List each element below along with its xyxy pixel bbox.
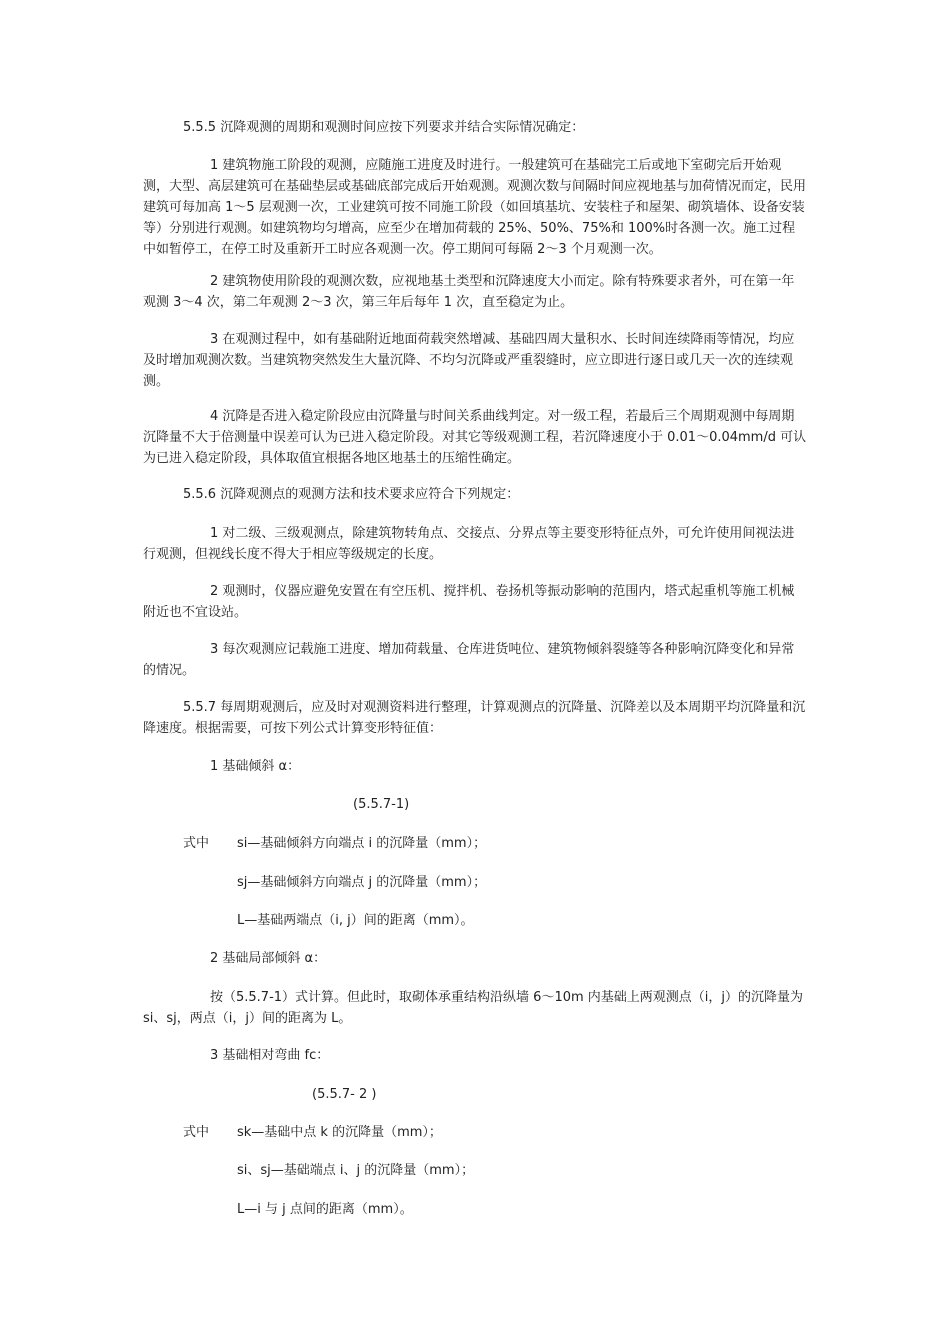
section-5-5-7-item-3: 3 基础相对弯曲 fc： bbox=[210, 1048, 330, 1063]
where-1-def-sj: sj—基础倾斜方向端点 j 的沉降量（mm）； bbox=[237, 875, 487, 890]
where-1-def-l: L—基础两端点（i, j）间的距离（mm）。 bbox=[237, 913, 474, 928]
section-5-5-5-item-1: 1 建筑物施工阶段的观测，应随施工进度及时进行。一般建筑可在基础完工后或地下室砌完后开始观测，大型、高层建筑可在基础垫层或基础底部完成后开始观测。观测次数与间隔时间应视地基与加荷情况而定，民用建筑可每加高 1～5 层观测一次，工业建筑可按不同施工阶段（如回填基坑、安装柱子和屋架、砌筑墙体、设备安装等）分别进行观测。如建筑物均匀增高，应至少在增加荷载的 25%、50%、75%和 100%时各测一次。施工过程中如暂停工，在停工时及重新开工时应各观测一次。停工期间可每隔 2～3 个月观测一次。 bbox=[143, 158, 807, 257]
section-5-5-6-title: 5.5.6 沉降观测点的观测方法和技术要求应符合下列规定： bbox=[183, 487, 520, 502]
section-5-5-5-title: 5.5.5 沉降观测的周期和观测时间应按下列要求并结合实际情况确定： bbox=[183, 120, 585, 135]
section-5-5-6-item-1: 1 对二级、三级观测点，除建筑物转角点、交接点、分界点等主要变形特征点外，可允许使用间视法进行观测，但视线长度不得大于相应等级规定的长度。 bbox=[143, 526, 795, 562]
where-2-def-si-sj: si、sj—基础端点 i、j 的沉降量（mm）； bbox=[237, 1163, 475, 1178]
section-5-5-7-item-2-text: 按（5.5.7-1）式计算。但此时，取砌体承重结构沿纵墙 6～10m 内基础上两观测点（i，j）的沉降量为 si、sj，两点（i，j）间的距离为 L。 bbox=[143, 990, 804, 1026]
section-5-5-7-item-2: 2 基础局部倾斜 α： bbox=[210, 951, 327, 966]
section-5-5-5-item-4: 4 沉降是否进入稳定阶段应由沉降量与时间关系曲线判定。对一级工程，若最后三个周期观测中每周期沉降量不大于倍测量中误差可认为已进入稳定阶段。对其它等级观测工程，若沉降速度小于 0.01～0.04mm/d 可认为已进入稳定阶段，具体取值宜根据各地区地基土的压缩性确定。 bbox=[143, 409, 807, 466]
formula-number-2: (5.5.7- 2 ) bbox=[312, 1087, 377, 1102]
where-label-1: 式中 bbox=[183, 836, 210, 851]
section-5-5-5-item-3: 3 在观测过程中，如有基础附近地面荷载突然增减、基础四周大量积水、长时间连续降雨等情况，均应及时增加观测次数。当建筑物突然发生大量沉降、不均匀沉降或严重裂缝时，应立即进行逐日或几天一次的连续观测。 bbox=[143, 332, 795, 389]
section-5-5-6-item-2: 2 观测时，仪器应避免安置在有空压机、搅拌机、卷扬机等振动影响的范围内，塔式起重机等施工机械附近也不宜设站。 bbox=[143, 584, 795, 620]
section-5-5-7-title: 5.5.7 每周期观测后，应及时对观测资料进行整理，计算观测点的沉降量、沉降差以及本周期平均沉降量和沉降速度。根据需要，可按下列公式计算变形特征值： bbox=[143, 700, 806, 736]
where-label-2: 式中 bbox=[183, 1125, 210, 1140]
section-5-5-5-item-2: 2 建筑物使用阶段的观测次数，应视地基土类型和沉降速度大小而定。除有特殊要求者外，可在第一年观测 3～4 次，第二年观测 2～3 次，第三年后每年 1 次，直至稳定为止。 bbox=[143, 274, 795, 310]
where-1-def-si: si—基础倾斜方向端点 i 的沉降量（mm）； bbox=[237, 836, 487, 851]
section-5-5-6-item-3: 3 每次观测应记载施工进度、增加荷载量、仓库进货吨位、建筑物倾斜裂缝等各种影响沉降变化和异常的情况。 bbox=[143, 642, 795, 678]
where-2-def-l: L—i 与 j 点间的距离（mm）。 bbox=[237, 1202, 413, 1217]
formula-number-1: (5.5.7-1) bbox=[353, 797, 410, 812]
where-2-def-sk: sk—基础中点 k 的沉降量（mm）； bbox=[237, 1125, 442, 1140]
section-5-5-7-item-1: 1 基础倾斜 α： bbox=[210, 759, 301, 774]
